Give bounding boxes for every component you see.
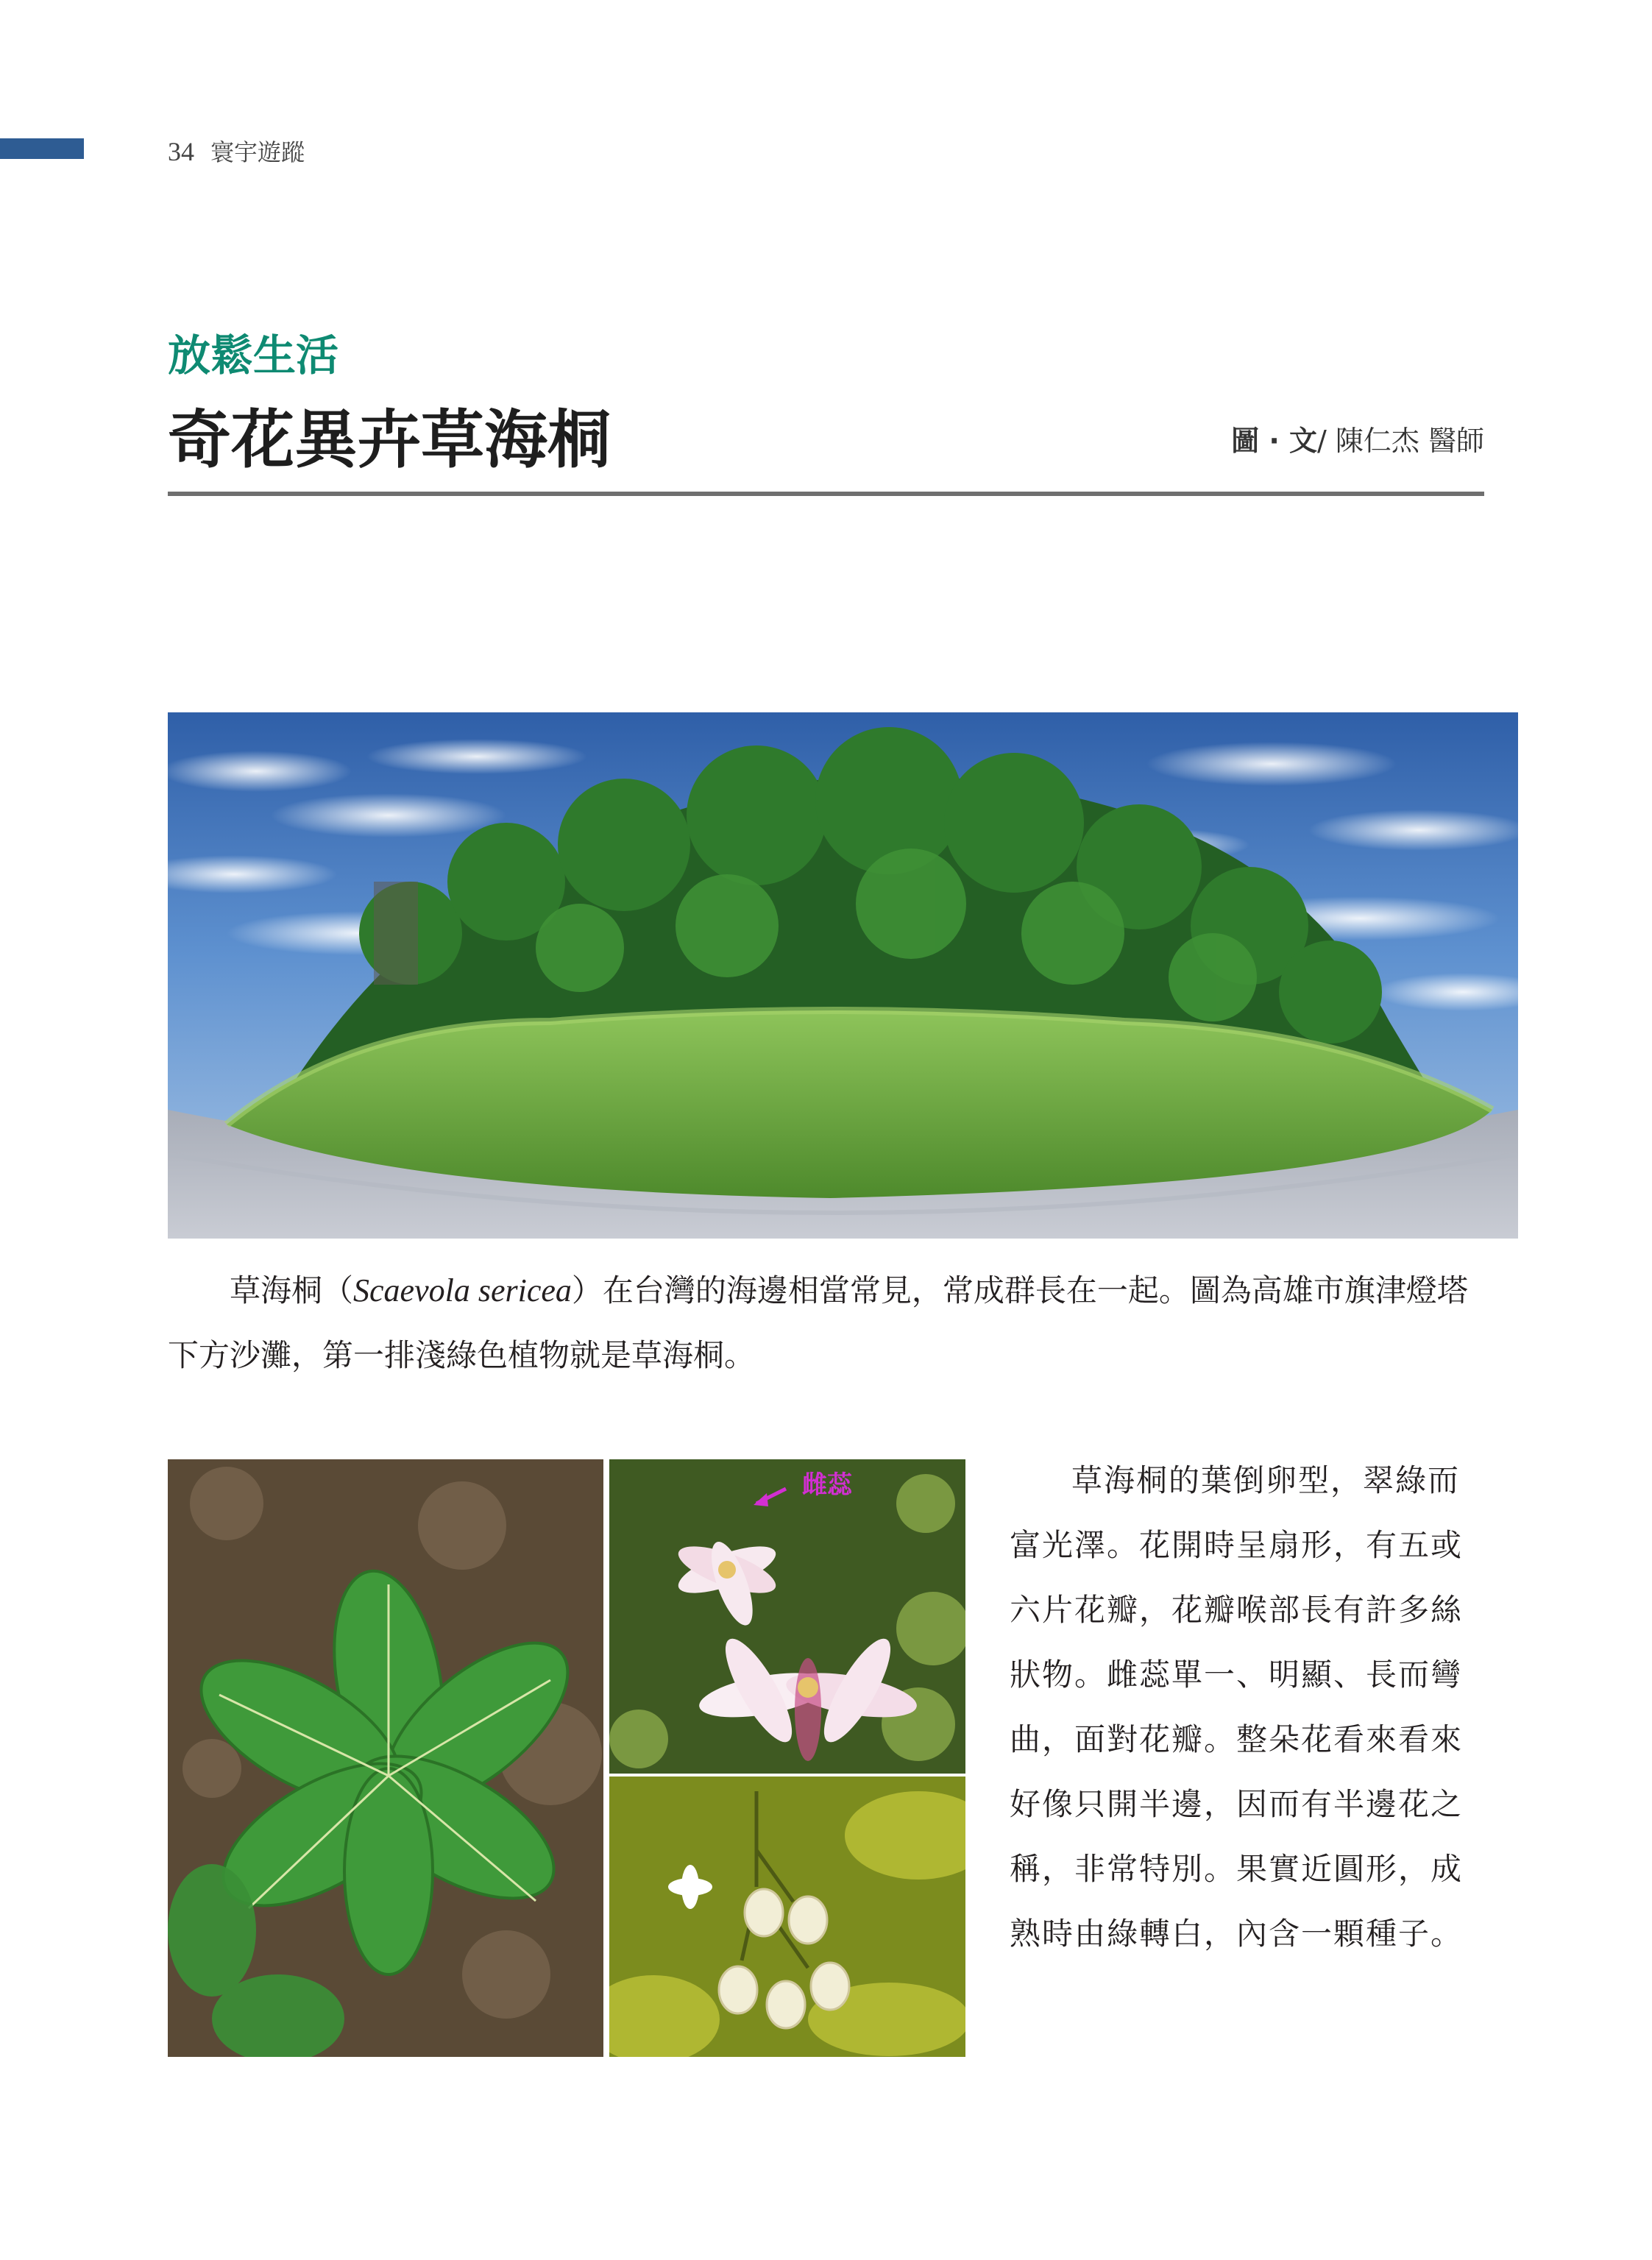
byline-label: 圖 · 文	[1231, 425, 1318, 457]
flower-photo	[609, 1459, 965, 1774]
photo-caption	[168, 1258, 1484, 1388]
article-title: 奇花異卉草海桐	[168, 403, 611, 477]
scientific-name: Scaevola sericea	[353, 1272, 572, 1308]
title-rule	[168, 492, 1484, 496]
author-name: 陳仁杰 醫師	[1335, 425, 1484, 457]
running-header	[168, 134, 305, 168]
byline	[1231, 418, 1484, 458]
category-heading: 放鬆生活	[168, 330, 339, 380]
page-number: 34	[168, 137, 194, 166]
section-name: 寰宇遊蹤	[210, 138, 305, 166]
caption-rest: ）在台灣的海邊相當常見，常成群長在一起。圖為高雄市旗津燈塔下方沙灘，第一排淺綠色植物就是草海桐。	[168, 1272, 1468, 1373]
beach-panorama-photo	[168, 712, 1518, 1239]
body-paragraph: 草海桐的葉倒卵型，翠綠而富光澤。花開時呈扇形，有五或六片花瓣，花瓣喉部長有許多絲狀物。雌蕊單一、明顯、長而彎曲，面對花瓣。整朵花看來看來好像只開半邊，因而有半邊花之稱，非常特別。果實近圓形，成熟時由綠轉白，內含一顆種子。	[1010, 1462, 1464, 1952]
byline-separator: /	[1317, 425, 1336, 457]
fruit-photo	[609, 1777, 965, 2057]
pistil-label: 雌蕊	[802, 1470, 852, 1500]
leaf-rosette-photo	[168, 1459, 603, 2057]
caption-lead: 草海桐（	[230, 1272, 354, 1308]
page-edge-bar	[0, 138, 84, 159]
